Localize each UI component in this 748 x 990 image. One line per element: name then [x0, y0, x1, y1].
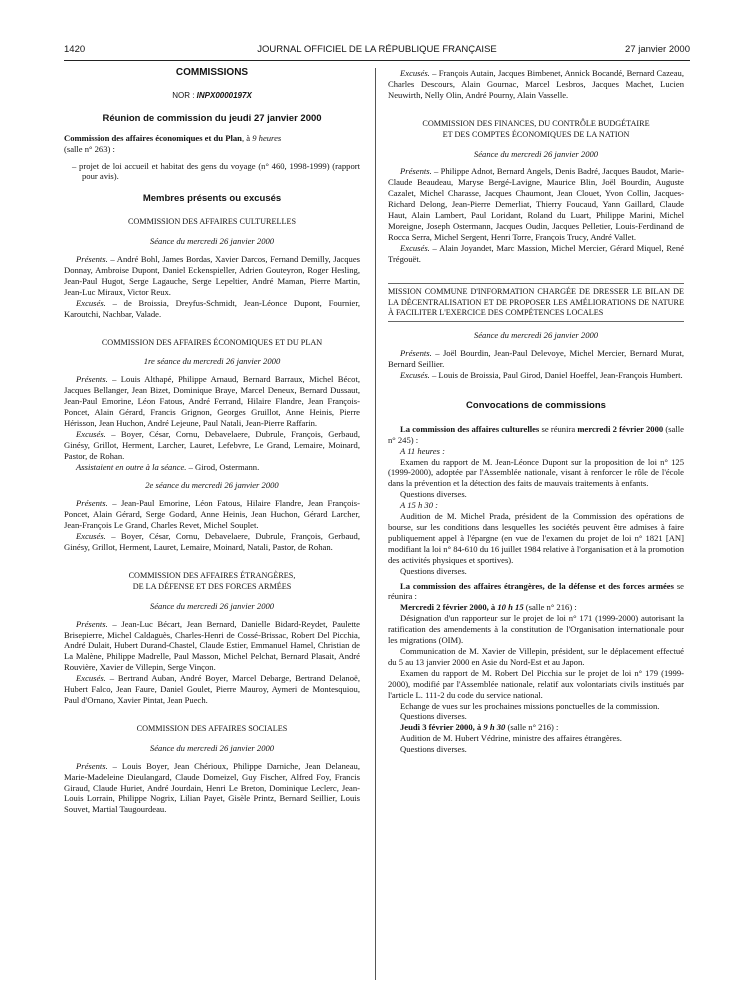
- seance-etr: Séance du mercredi 26 janvier 2000: [149, 600, 275, 611]
- convocations-title: Convocations de commissions: [466, 399, 606, 411]
- header-date: 27 janvier 2000: [625, 44, 690, 55]
- presents-fin: Présents. – Philippe Adnot, Bernard Angels, Denis Badré, Jacques Baudot, Marie-Claude Beaudeau, Maryse Bergé-Lavigne, Maurice Blin, Joël Bourdin, Auguste Cazalet, Michel Charasse, Jacques Chaumont, Jean Clouet, Yvon Collin, Jacques-Richard Delong, Jean-Pierre Demerliat, Thierry Foucaud, Yann Gaillard, Claude Haut, Alain Lambert, Paul Loridant, Roland du Luart, Philippe Marini, Michel Moreigne, Joseph Ostermann, Jacques Oudin, Jacques Pelletier, Louis-Ferdinand de Rocca Serra, Michel Sergent, Henri Torre, François Trucy, André Vallet.: [388, 166, 684, 242]
- conv-item-1: Examen du rapport de M. Jean-Léonce Dupont sur la proposition de loi n° 125 (1999-2000), adoptée par l'Assemblée nationale, visant à renforcer le rôle de l'école dans la prévention et la détection des faits de mauvais traitements à enfants.: [388, 456, 684, 489]
- conv-time-1: A 11 heures :: [400, 445, 445, 456]
- reunion-commission: Commission des affaires économiques et du Plan, à 9 heures (salle n° 263) :: [64, 132, 282, 154]
- seance-mission: Séance du mercredi 26 janvier 2000: [473, 330, 599, 341]
- seance-fin: Séance du mercredi 26 janvier 2000: [473, 148, 599, 159]
- seance-eco-2: 2e séance du mercredi 26 janvier 2000: [145, 480, 279, 491]
- excuses-etr: Excusés. – Bertrand Auban, André Boyer, Marcel Debarge, Bertrand Delanoë, Hubert Falco, Jean Faure, Daniel Goulet, Pierre Mauroy, Aymeri de Montesquiou, Paul d'Ornano, Xavier Pintat, Jean Puech.: [64, 673, 360, 705]
- conv-etr-item-1: Désignation d'un rapporteur sur le projet de loi n° 171 (1999-2000) autorisant la ratification des amendements à la constitution de l'Organisation internationale pour les migrations (OIM).: [388, 613, 684, 646]
- presents-etr: Présents. – Jean-Luc Bécart, Jean Bernard, Danielle Bidard-Reydet, Paulette Brisepierre, Michel Caldaguès, Charles-Henri de Cossé-Brissac, Robert Del Picchia, André Dulait, Hubert Durand-Chastel, Claude Estier, Emmanuel Hamel, Christian de La Malène, Philippe Madrelle, Paul Masson, Michel Pelchat, Bernard Plasait, André Rouvière, Xavier de Villepin, Serge Vinçon.: [64, 618, 360, 673]
- presents-eco-1: Présents. – Louis Althapé, Philippe Arnaud, Bernard Barraux, Michel Bécot, Jacques Bellanger, Jean Bizet, Dominique Braye, Marcel Deneux, Bernard Dussaut, Jean-Paul Emorine, Léon Fatous, André Ferrand, Hilaire Flandre, Jean François-Poncet, Alain Gérard, Francis Grignon, Georges Gruillot, Anne Heinis, Pierre Hérisson, Jean Huchon, André Lejeune, Paul Natali, Jean-Pierre Raffarin.: [64, 374, 360, 428]
- assist-eco: Assistaient en outre à la séance. – Girod, Ostermann.: [76, 461, 260, 472]
- conv-etr-item-2: Communication de M. Xavier de Villepin, président, sur le déplacement effectué du 5 au 13 janvier 2000 en Asie du Nord-Est et au Japon.: [388, 645, 684, 667]
- nor-reference: NOR : INPX0000197X: [172, 90, 252, 100]
- reunion-title: Réunion de commission du jeudi 27 janvier 2000: [102, 112, 322, 124]
- conv-questions-4: Questions diverses.: [400, 744, 467, 755]
- journal-title: JOURNAL OFFICIEL DE LA RÉPUBLIQUE FRANÇAISE: [257, 44, 497, 55]
- column-divider: [375, 68, 376, 980]
- commission-name-fin: COMMISSION DES FINANCES, DU CONTRÔLE BUDGÉTAIRE ET DES COMPTES ÉCONOMIQUES DE LA NATION: [422, 118, 650, 139]
- seance-cult: Séance du mercredi 26 janvier 2000: [149, 236, 275, 247]
- conv-questions-1: Questions diverses.: [400, 489, 467, 500]
- presents-cult: Présents. – André Bohl, James Bordas, Xavier Darcos, Fernand Demilly, Jacques Donnay, Ambroise Dupont, Daniel Eckenspieller, Adrien Gouteyron, Roger Hesling, Jean-Paul Hugot, Serge Lagauche, Serge Lepeltier, André Maman, Pierre Martin, Jean-Luc Miraux, Victor Reux.: [64, 254, 360, 297]
- commission-name-etr: COMMISSION DES AFFAIRES ÉTRANGÈRES, DE LA DÉFENSE ET DES FORCES ARMÉES: [128, 570, 296, 591]
- seance-soc: Séance du mercredi 26 janvier 2000: [149, 742, 275, 753]
- presents-soc: Présents. – Louis Boyer, Jean Chérioux, Philippe Darniche, Jean Delaneau, Marie-Madeleine Dieulangard, Claude Domeizel, Guy Fischer, Alfred Foy, Francis Giraud, Claude Huriet, André Jourdain, Henri Le Breton, Dominique Leclerc, Jean-Louis Lorrain, Philippe Nogrix, Lilian Payet, Gisèle Printz, Bernard Seillier, Louis Souvet, Martial Taugourdeau.: [64, 760, 360, 815]
- excuses-eco-2: Excusés. – Boyer, César, Cornu, Debavelaere, Dubrule, François, Gerbaud, Ginésy, Grillot, Herment, Lauret, Lemaire, Moinard, Natali, Pastor, de Rohan.: [64, 531, 360, 552]
- excuses-eco-1: Excusés. – Boyer, César, Cornu, Debavelaere, Dubrule, François, Gerbaud, Ginésy, Grillot, Herment, Larcher, Lauret, Lefebvre, Le Grand, Lemaire, Moinard, Pastor, de Rohan.: [64, 428, 360, 461]
- commission-name-cult: COMMISSION DES AFFAIRES CULTURELLES: [127, 217, 297, 227]
- section-title: COMMISSIONS: [175, 67, 249, 78]
- conv-etr-intro: La commission des affaires étrangères, de la défense et des forces armées se réunira :: [388, 580, 684, 602]
- running-header: [64, 44, 690, 61]
- conv-questions-3: Questions diverses.: [400, 711, 467, 722]
- conv-time-2: A 15 h 30 :: [400, 500, 439, 511]
- conv-questions-2: Questions diverses.: [400, 565, 467, 576]
- conv-date-2: Jeudi 3 février 2000, à 9 h 30 (salle n° 216) :: [400, 722, 559, 733]
- journal-page: [64, 44, 690, 982]
- seance-eco-1: 1re séance du mercredi 26 janvier 2000: [143, 356, 281, 367]
- conv-etr-item-3: Examen du rapport de M. Robert Del Picchia sur le projet de loi n° 179 (1999-2000), modifié par l'Assemblée nationale, relatif aux volontariats civils institués par l'article L. 111-2 du code du service national.: [388, 667, 684, 700]
- left-column: [64, 68, 360, 815]
- presents-mission: Présents. – Joël Bourdin, Jean-Paul Delevoye, Michel Mercier, Bernard Murat, Bernard Seillier.: [388, 348, 684, 370]
- mission-name: MISSION COMMUNE D'INFORMATION CHARGÉE DE DRESSER LE BILAN DE LA DÉCENTRALISATION ET DE PROPOSER LES AMÉLIORATIONS DE NATURE À FACILITER L'EXERCICE DES COMPÉTENCES LOCALES: [388, 283, 684, 323]
- commission-name-eco: COMMISSION DES AFFAIRES ÉCONOMIQUES ET DU PLAN: [101, 337, 323, 347]
- conv-date-1: Mercredi 2 février 2000, à 10 h 15 (salle n° 216) :: [400, 602, 577, 613]
- conv-etr-item-4: Echange de vues sur les prochaines missions ponctuelles de la commission.: [400, 700, 660, 711]
- page-number: 1420: [64, 44, 86, 55]
- presents-eco-2: Présents. – Jean-Paul Emorine, Léon Fatous, Hilaire Flandre, Jean François-Poncet, Alain Gérard, Serge Godard, Anne Heinis, Jean Huchon, Gérard Larcher, Jean-François Le Grand, Charles Revet, Michel Souplet.: [64, 498, 360, 531]
- conv-cult-intro: La commission des affaires culturelles se réunira mercredi 2 février 2000 (salle n° 245) :: [388, 423, 684, 445]
- reunion-item: – projet de loi accueil et habitat des gens du voyage (n° 460, 1998-1999) (rapport pour avis).: [72, 160, 360, 182]
- members-title: Membres présents ou excusés: [142, 193, 282, 205]
- conv-item-2: Audition de M. Michel Prada, président de la Commission des opérations de bourse, sur les conditions dans lesquelles les sociétés peuvent être admises à faire publiquement appel à l'épargne (en vue de l'examen du projet de loi n° 1821 [AN] modifiant la loi n° 84-610 du 16 juillet 1984 relative à l'organisation et à la promotion des activités physiques et sportives).: [388, 511, 684, 565]
- right-column: [388, 68, 684, 755]
- excuses-fin: Excusés. – Alain Joyandet, Marc Massion, Michel Mercier, Gérard Miquel, René Trégouët.: [388, 242, 684, 264]
- excuses-cult: Excusés. – de Broissia, Dreyfus-Schmidt, Jean-Léonce Dupont, Fournier, Karoutchi, Nachbar, Valade.: [64, 297, 360, 319]
- commission-name-soc: COMMISSION DES AFFAIRES SOCIALES: [136, 723, 288, 733]
- excuses-soc: Excusés. – François Autain, Jacques Bimbenet, Annick Bocandé, Bernard Cazeau, Charles Descours, Alain Gournac, Marcel Lesbros, Jacques Machet, Lucien Neuwirth, Nelly Olin, André Pourny, Alain Vasselle.: [388, 68, 684, 100]
- conv-etr-item-5: Audition de M. Hubert Védrine, ministre des affaires étrangères.: [400, 733, 622, 744]
- excuses-mission: Excusés. – Louis de Broissia, Paul Girod, Daniel Hoeffel, Jean-François Humbert.: [400, 370, 683, 381]
